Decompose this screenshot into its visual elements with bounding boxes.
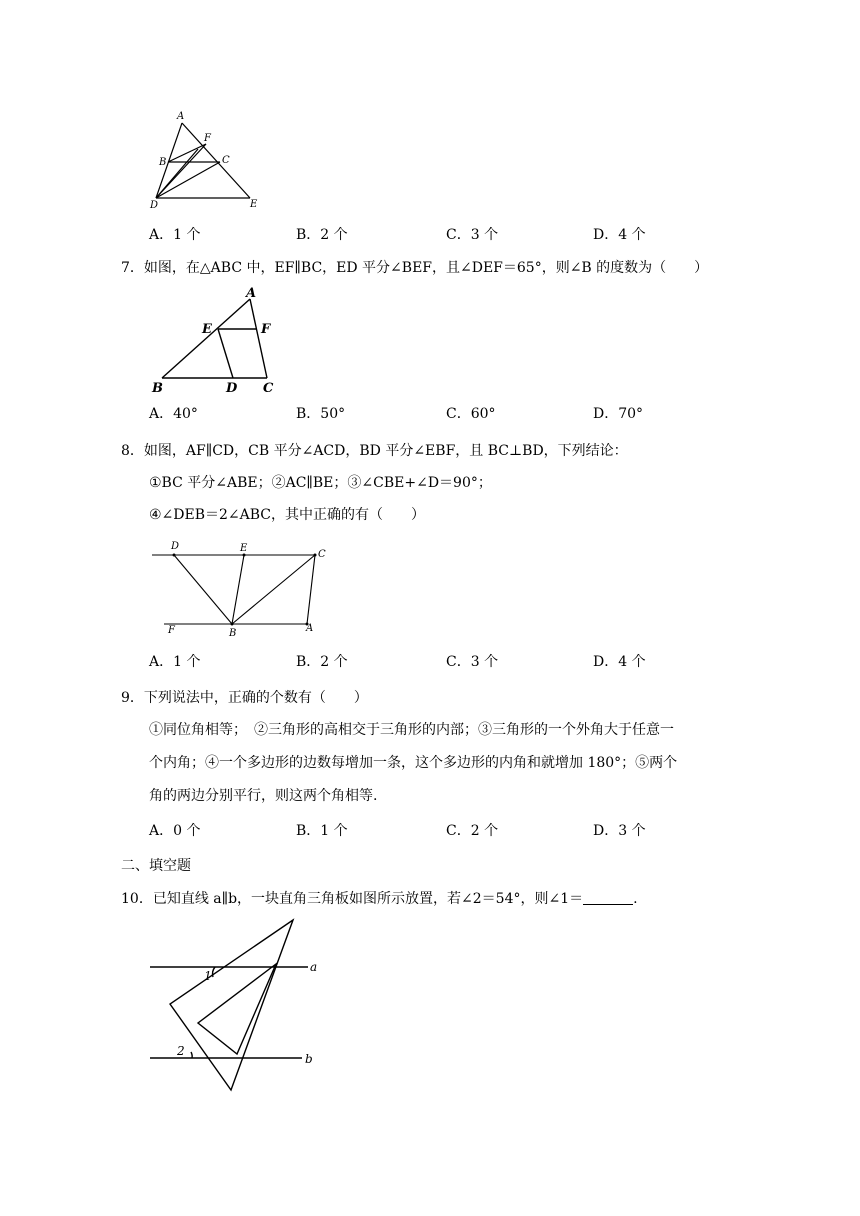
q10-label-angle1: 1: [204, 969, 212, 983]
q10-label-a: a: [310, 960, 318, 974]
q6-label-c: C: [222, 155, 230, 166]
q8-label-c: C: [318, 549, 326, 560]
q8-label-a: A: [306, 623, 314, 634]
q7-option-b: B．50°: [296, 406, 346, 422]
q7-option-d: D．70°: [593, 406, 644, 422]
q10-question-end: .: [633, 891, 638, 907]
q7-label-e: E: [202, 322, 212, 337]
q9-question-line3: 个内角；④一个多边形的边数每增加一条，这个多边形的内角和就增加 180°；⑤两个: [149, 755, 678, 771]
q10-label-b: b: [305, 1052, 313, 1066]
q7-figure: [140, 283, 300, 398]
section-title: 二、填空题: [121, 858, 191, 874]
q9-question-line4: 角的两边分别平行，则这两个角相等.: [149, 788, 378, 804]
q8-option-d: D．4 个: [593, 654, 646, 670]
q9-question-line1: 9．下列说法中，正确的个数有（ ）: [121, 690, 368, 706]
q6-label-d: D: [150, 200, 159, 211]
q6-label-b: B: [159, 157, 167, 168]
q6-option-d: D．4 个: [593, 227, 646, 243]
q7-option-a: A．40°: [149, 406, 198, 422]
q7-label-b: B: [152, 381, 163, 396]
q8-question-line2: ①BC 平分∠ABE；②AC∥BE；③∠CBE+∠D＝90°；: [149, 475, 492, 491]
q7-question: 7．如图，在△ABC 中，EF∥BC，ED 平分∠BEF，且∠DEF＝65°，则∠B 的度数为（ ）: [121, 260, 709, 276]
q7-label-f: F: [261, 322, 271, 337]
q9-option-b: B．1 个: [296, 823, 348, 839]
q7-option-c: C．60°: [446, 406, 496, 422]
q6-option-b: B．2 个: [296, 227, 348, 243]
q8-label-e: E: [240, 543, 248, 554]
q6-option-a: A．1 个: [149, 227, 201, 243]
q8-figure: [140, 535, 340, 645]
q9-option-d: D．3 个: [593, 823, 646, 839]
q10-label-angle2: 2: [177, 1044, 185, 1058]
q8-question-line3: ④∠DEB＝2∠ABC，其中正确的有（ ）: [149, 507, 426, 523]
q7-label-d: D: [226, 381, 238, 396]
q6-label-f: F: [204, 133, 211, 144]
q8-option-c: C．3 个: [446, 654, 499, 670]
q6-figure: [140, 105, 270, 215]
q10-figure: [140, 912, 340, 1097]
q8-question-line1: 8．如图，AF∥CD，CB 平分∠ACD，BD 平分∠EBF，且 BC⊥BD，下列结论：: [121, 443, 628, 459]
q8-option-a: A．1 个: [149, 654, 201, 670]
q8-label-b: B: [229, 628, 237, 639]
q10-question: [121, 889, 638, 909]
q10-answer-blank[interactable]: [583, 890, 633, 905]
q6-label-a: A: [177, 111, 185, 122]
q6-option-c: C．3 个: [446, 227, 499, 243]
q9-question-line2: ①同位角相等； ②三角形的高相交于三角形的内部；③三角形的一个外角大于任意一: [149, 722, 674, 738]
q9-option-a: A．0 个: [149, 823, 201, 839]
q7-label-c: C: [263, 381, 274, 396]
q8-label-f: F: [168, 625, 175, 636]
q6-label-e: E: [250, 199, 258, 210]
q8-label-d: D: [171, 541, 180, 552]
q9-option-c: C．2 个: [446, 823, 499, 839]
q10-question-text: 10．已知直线 a∥b，一块直角三角板如图所示放置，若∠2＝54°，则∠1＝: [121, 891, 584, 907]
q8-option-b: B．2 个: [296, 654, 348, 670]
q7-label-a: A: [246, 286, 257, 301]
